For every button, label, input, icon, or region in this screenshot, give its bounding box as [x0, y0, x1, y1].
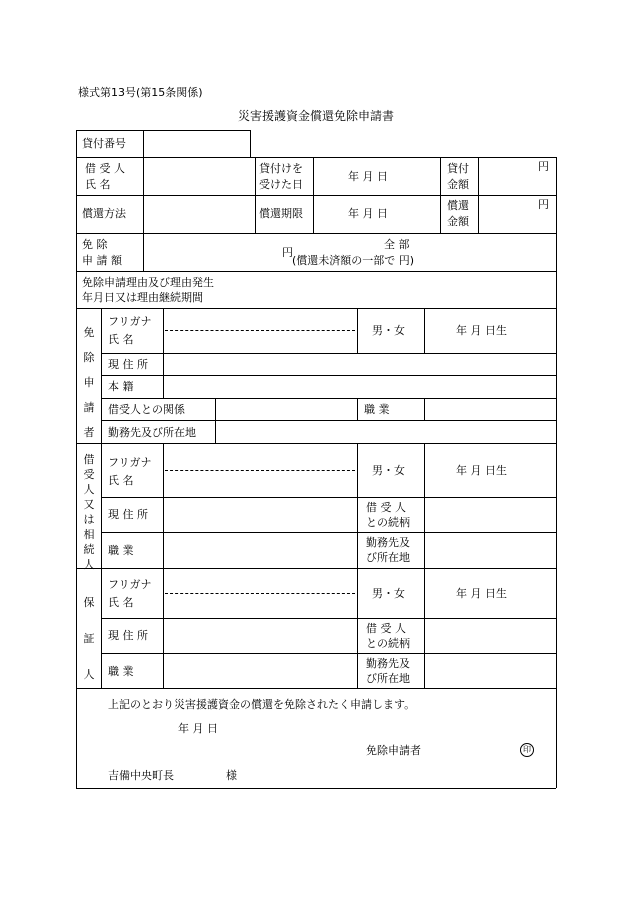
application-statement: 上記のとおり災害援護資金の償還を免除されたく申請します。 [108, 698, 416, 711]
exemption-reason-1: 免除申請理由及び理由発生 [82, 276, 214, 289]
exemption-amount-yen: 円 [282, 246, 293, 259]
loan-amount-yen: 円 [538, 160, 549, 173]
heir-relation-label-2: との続柄 [366, 516, 410, 529]
form-number: 様式第13号(第15条関係) [78, 86, 203, 99]
heir-relation-label-1: 借 受 人 [366, 501, 406, 514]
seal-mark: 印 [520, 743, 534, 757]
applicant-name-label: 氏 名 [108, 333, 134, 346]
applicant-domicile-label: 本 籍 [108, 380, 134, 393]
heir-side-label: 借受人又は相続人 [83, 453, 95, 571]
applicant-signature-label: 免除申請者 [366, 744, 421, 757]
repayment-period-ymd: 年 月 日 [348, 207, 388, 220]
guarantor-job-label: 職 業 [108, 665, 134, 678]
borrower-label-2: 氏 名 [85, 178, 111, 191]
guarantor-work-label-2: び所在地 [366, 672, 410, 685]
exemption-partial: (償還未済額の一部で 円) [292, 254, 415, 267]
borrower-label-1: 借 受 人 [85, 162, 125, 175]
guarantor-birthdate: 年 月 日生 [456, 587, 507, 600]
heir-work-label-1: 勤務先及 [366, 536, 410, 549]
repaid-amount-yen: 円 [538, 198, 549, 211]
exemption-all: 全 部 [384, 238, 410, 251]
heir-sex: 男・女 [372, 464, 405, 477]
applicant-birthdate: 年 月 日生 [456, 324, 507, 337]
heir-furigana-label: フリガナ [108, 456, 152, 469]
heir-job-label: 職 業 [108, 544, 134, 557]
addressee-honorific: 様 [226, 769, 237, 782]
form-title: 災害援護資金償還免除申請書 [238, 109, 395, 123]
loan-date-label-1: 貸付けを [259, 162, 303, 175]
heir-address-label: 現 住 所 [108, 508, 148, 521]
repayment-method-label: 償還方法 [82, 207, 126, 220]
guarantor-sex: 男・女 [372, 587, 405, 600]
guarantor-address-label: 現 住 所 [108, 629, 148, 642]
guarantor-name-label: 氏 名 [108, 596, 134, 609]
guarantor-furigana-label: フリガナ [108, 578, 152, 591]
guarantor-work-label-1: 勤務先及 [366, 657, 410, 670]
applicant-job-label: 職 業 [364, 403, 390, 416]
guarantor-relation-label-1: 借 受 人 [366, 622, 406, 635]
applicant-side-label: 免除申請者 [83, 326, 95, 439]
application-date: 年 月 日 [178, 722, 218, 735]
loan-date-ymd: 年 月 日 [348, 170, 388, 183]
heir-name-label: 氏 名 [108, 474, 134, 487]
addressee: 吉備中央町長 [108, 769, 174, 782]
repayment-period-label: 償還期限 [259, 207, 303, 220]
applicant-address-label: 現 住 所 [108, 358, 148, 371]
loan-number-label: 貸付番号 [82, 137, 126, 150]
exemption-amount-label-1: 免 除 [82, 238, 108, 251]
exemption-amount-label-2: 申 請 額 [82, 254, 122, 267]
applicant-sex: 男・女 [372, 324, 405, 337]
heir-birthdate: 年 月 日生 [456, 464, 507, 477]
guarantor-side-label: 保証人 [83, 596, 95, 681]
applicant-work-label: 勤務先及び所在地 [108, 426, 196, 439]
exemption-reason-2: 年月日又は理由継続期間 [82, 291, 203, 304]
applicant-furigana-label: フリガナ [108, 315, 152, 328]
repaid-amount-label-1: 償還 [447, 199, 469, 212]
heir-work-label-2: び所在地 [366, 551, 410, 564]
guarantor-relation-label-2: との続柄 [366, 637, 410, 650]
repaid-amount-label-2: 金額 [447, 215, 469, 228]
loan-amount-label-1: 貸付 [447, 162, 469, 175]
applicant-relation-label: 借受人との関係 [108, 403, 185, 416]
loan-date-label-2: 受けた日 [259, 178, 303, 191]
loan-amount-label-2: 金額 [447, 178, 469, 191]
